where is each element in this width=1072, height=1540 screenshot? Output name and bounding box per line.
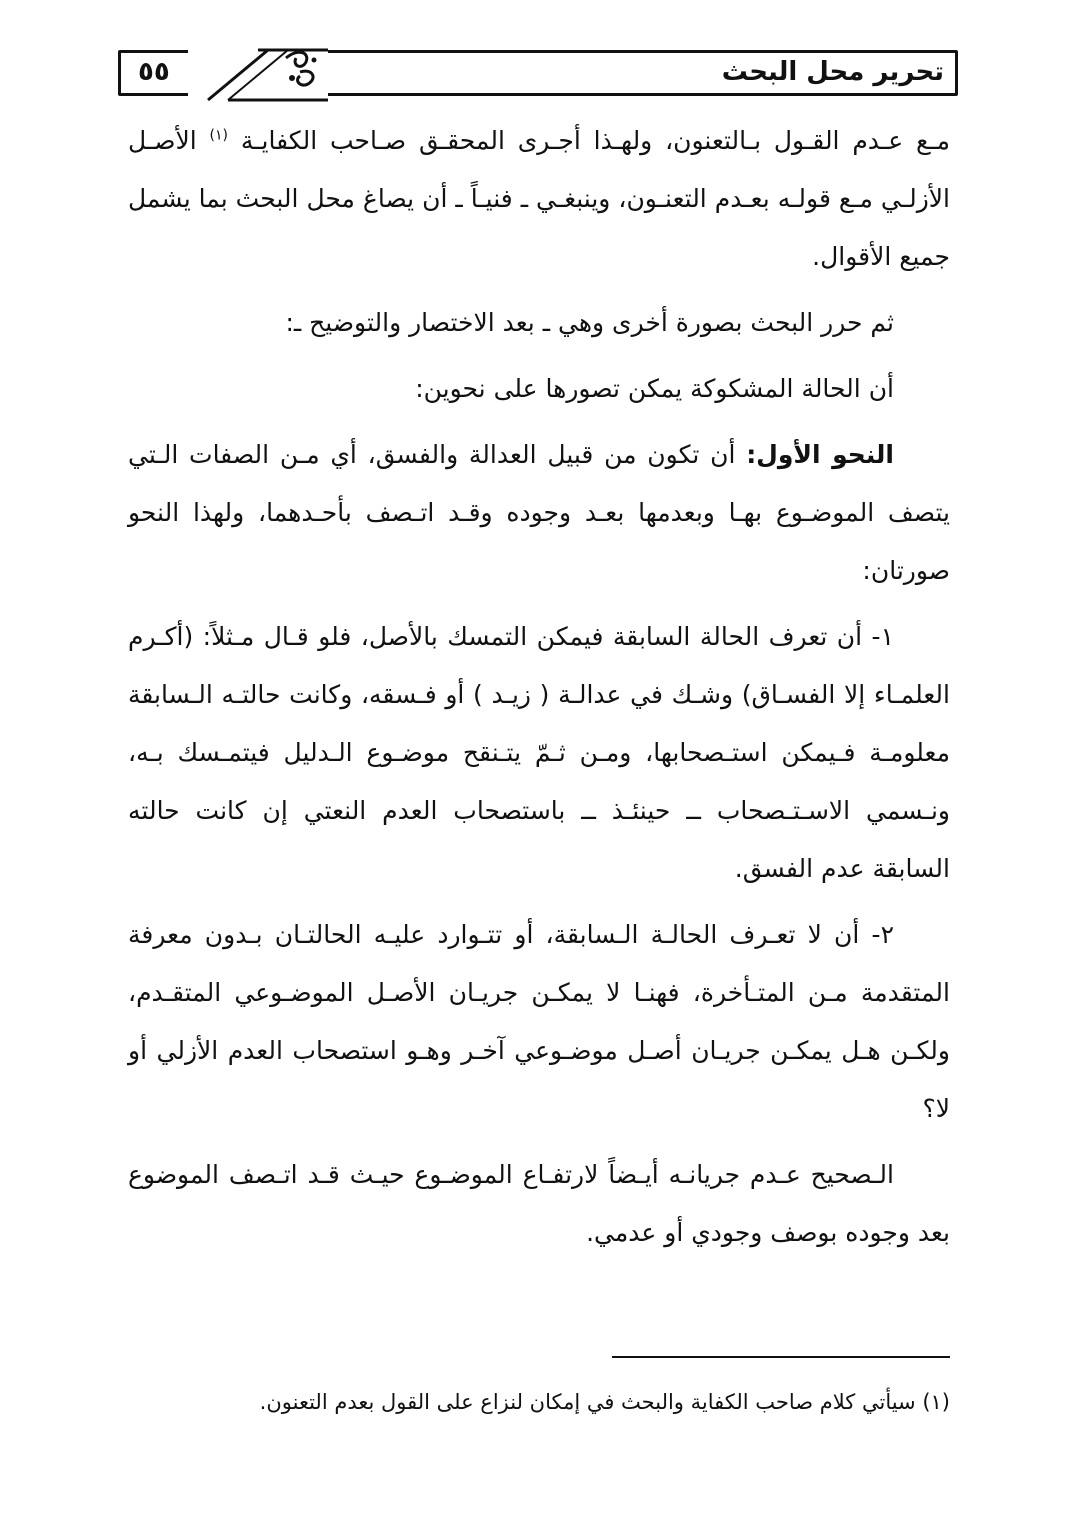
- footnote-text: (١) سيأتي كلام صاحب الكفاية والبحث في إمكان لنزاع على القول بعدم التعنون.: [259, 1390, 950, 1414]
- page-body: [128, 112, 950, 1270]
- paragraph-text: أن الحالة المشكوكة يمكن تصورها على نحوين:: [415, 374, 894, 403]
- paragraph: [128, 1146, 950, 1262]
- paragraph-text: ٢- أن لا تعـرف الحالـة الـسابقة، أو تتـوارد عليـه الحالتـان بـدون معرفة المتقدمة مـن المتـأخرة، فهنـا لا يمكـن جريـان الأصـل الموضـوعي المتقـدم، ولكـن هـل يمكـن جريـان أصـل موضـوعي آخـر وهـو استصحاب العدم الأزلي أو لا؟: [128, 920, 950, 1123]
- paragraph: [128, 426, 950, 600]
- ornament-icon: [188, 44, 328, 106]
- page-number: ٥٥: [138, 57, 170, 87]
- paragraph-text: ثم حرر البحث بصورة أخرى وهي ـ بعد الاختصار والتوضيح ـ:: [285, 308, 894, 337]
- numbered-item: [128, 906, 950, 1138]
- footnote-reference[interactable]: (١): [209, 127, 228, 144]
- footnote: [128, 1374, 950, 1430]
- paragraph-text: أن تكون من قبيل العدالة والفسق، أي مـن الصفات الـتي يتصف الموضـوع بهـا وبعدمها بعـد وجوده وقـد اتـصف بأحـدهما، ولهذا النحو صورتان:: [128, 440, 950, 585]
- running-title: تحرير محل البحث: [721, 57, 944, 87]
- page-header: [118, 50, 958, 98]
- footnote-divider: [612, 1356, 950, 1358]
- paragraph-text: مـع عـدم القـول بـالتعنون، ولهـذا أجـرى المحقـق صـاحب الكفايـة: [240, 126, 951, 155]
- paragraph: [128, 112, 950, 286]
- section-lead: النحو الأول:: [746, 440, 894, 469]
- paragraph-text: الأصـل الأزلـي مـع قولـه بعـدم التعنـون، وينبغـي ـ فنيـاً ـ أن يصاغ محل البحث بما يشمل جميع الأقوال.: [128, 126, 950, 271]
- numbered-item: [128, 608, 950, 898]
- paragraph: [128, 294, 950, 352]
- paragraph-text: ١- أن تعرف الحالة السابقة فيمكن التمسك بالأصل، فلو قـال مـثلاً: (أكـرم العلمـاء إلا الفسـاق) وشـك في عدالـة ( زيـد ) أو فـسقه، وكانت حالتـه الـسابقة معلومـة فـيمكن استـصحابها، ومـن ثـمّ يتـنقح موضـوع الـدليل فيتمـسك بـه، ونـسمي الاسـتـصحاب ــ حينئـذ ــ باستصحاب العدم النعتي إن كانت حالته السابقة عدم الفسق.: [128, 622, 950, 883]
- paragraph: [128, 360, 950, 418]
- paragraph-text: الـصحيح عـدم جريانـه أيـضاً لارتفـاع الموضـوع حيـث قـد اتـصف الموضوع بعد وجوده بوصف وجودي أو عدمي.: [128, 1160, 950, 1247]
